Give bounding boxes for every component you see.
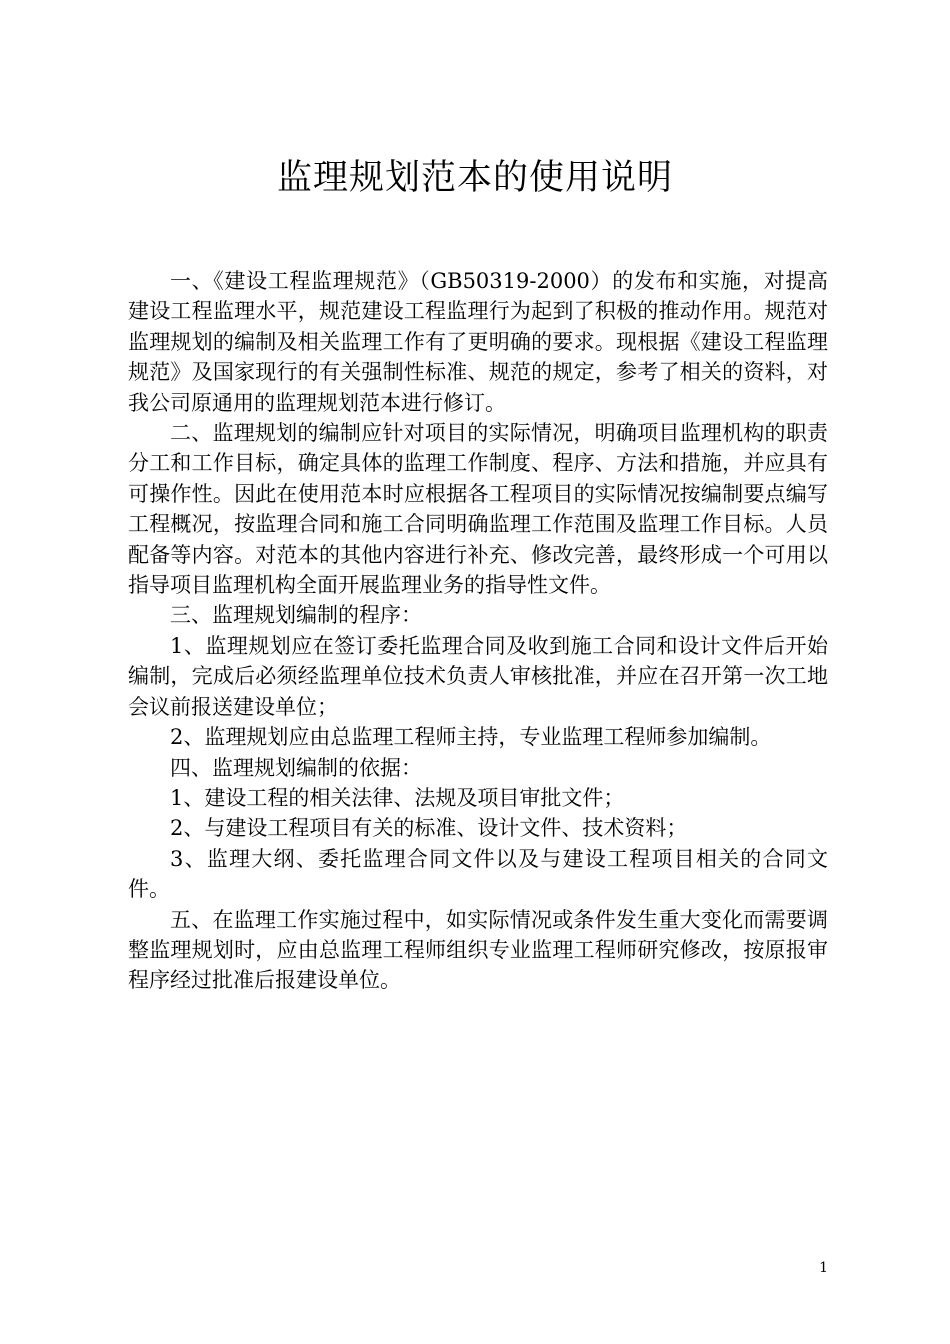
- paragraph-3-item-1: 1、监理规划应在签订委托监理合同及收到施工合同和设计文件后开始编制，完成后必须经监理单位技术负责人审核批准，并应在召开第一次工地会议前报送建设单位；: [128, 633, 828, 719]
- paragraph-4-item-2: 2、与建设工程项目有关的标准、设计文件、技术资料；: [170, 816, 688, 841]
- paragraph-1: 一、《建设工程监理规范》（GB50319-2000）的发布和实施，对提高建设工程监理水平，规范建设工程监理行为起到了积极的推动作用。规范对监理规划的编制及相关监理工作有了更明确的要求。现根据《建设工程监理规范》及国家现行的有关强制性标准、规范的规定，参考了相关的资料，对我公司原通用的监理规划范本进行修订。: [128, 269, 828, 415]
- document-title: 监理规划范本的使用说明: [276, 158, 673, 198]
- paragraph-3-heading: 三、监理规划编制的程序：: [170, 603, 422, 628]
- paragraph-4-item-3: 3、监理大纲、委托监理合同文件以及与建设工程项目相关的合同文件。: [128, 846, 828, 902]
- paragraph-3-item-2: 2、监理规划应由总监理工程师主持，专业监理工程师参加编制。: [170, 725, 772, 750]
- paragraph-4-heading: 四、监理规划编制的依据：: [170, 755, 422, 780]
- page-number: 1: [819, 1260, 828, 1276]
- paragraph-5: 五、在监理工作实施过程中，如实际情况或条件发生重大变化而需要调整监理规划时，应由总监理工程师组织专业监理工程师研究修改，按原报审程序经过批准后报建设单位。: [128, 907, 828, 993]
- paragraph-2: 二、监理规划的编制应针对项目的实际情况，明确项目监理机构的职责分工和工作目标，确定具体的监理工作制度、程序、方法和措施，并应具有可操作性。因此在使用范本时应根据各工程项目的实际情况按编制要点编写工程概况，按监理合同和施工合同明确监理工作范围及监理工作目标。人员配备等内容。对范本的其他内容进行补充、修改完善，最终形成一个可用以指导项目监理机构全面开展监理业务的指导性文件。: [128, 421, 828, 598]
- paragraph-4-item-1: 1、建设工程的相关法律、法规及项目审批文件；: [170, 785, 625, 810]
- document-body: [128, 266, 828, 996]
